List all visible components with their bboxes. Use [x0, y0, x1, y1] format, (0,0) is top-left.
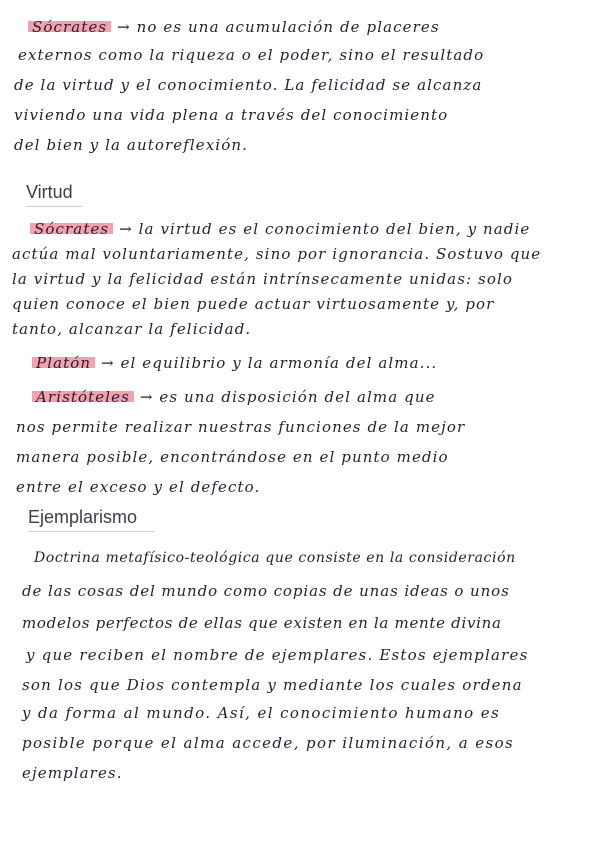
virtud-heading-rule: [26, 206, 82, 207]
intro-text: → no es una acumulación de placeres: [117, 18, 440, 36]
socrates-highlight: Sócrates: [30, 220, 113, 238]
ejemplarismo-line-2: de las cosas del mundo como copias de unas ideas o unos: [22, 582, 510, 600]
virtud-platon-line: [32, 354, 437, 372]
intro-line-5: del bien y la autoreflexión.: [14, 136, 248, 154]
virtud-platon-text: → el equilibrio y la armonía del alma...: [101, 354, 438, 372]
ejemplarismo-line-6: y da forma al mundo. Así, el conocimiento humano es: [22, 704, 501, 722]
virtud-heading-text: Virtud: [26, 182, 73, 202]
virtud-socrates-line-2: actúa mal voluntariamente, sino por ignorancia. Sostuvo que: [12, 245, 542, 263]
ejemplarismo-line-8: ejemplares.: [22, 764, 123, 782]
virtud-heading: [26, 182, 82, 207]
socrates-highlight: Sócrates: [28, 18, 111, 36]
virtud-aristoteles-line-3: manera posible, encontrándose en el punto medio: [16, 448, 449, 466]
ejemplarismo-line-3: modelos perfectos de ellas que existen en la mente divina: [22, 614, 502, 632]
platon-highlight: Platón: [32, 354, 95, 372]
ejemplarismo-line-4: y que reciben el nombre de ejemplares. Estos ejemplares: [26, 646, 529, 664]
intro-line-4: viviendo una vida plena a través del conocimiento: [14, 106, 449, 124]
intro-line-3: de la virtud y el conocimiento. La felicidad se alcanza: [14, 76, 483, 94]
ejemplarismo-line-7: posible porque el alma accede, por iluminación, a esos: [22, 734, 515, 752]
virtud-socrates-text: → la virtud es el conocimiento del bien, y nadie: [119, 220, 531, 238]
ejemplarismo-line-1: Doctrina metafísico-teológica que consiste en la consideración: [34, 550, 516, 566]
virtud-aristoteles-line-4: entre el exceso y el defecto.: [16, 478, 261, 496]
ejemplarismo-line-5: son los que Dios contempla y mediante los cuales ordena: [22, 676, 523, 694]
virtud-socrates-line-1: [30, 220, 530, 238]
intro-line-2: externos como la riqueza o el poder, sino el resultado: [18, 46, 485, 64]
ejemplarismo-heading-text: Ejemplarismo: [28, 507, 138, 527]
aristoteles-highlight: Aristóteles: [32, 388, 134, 406]
ejemplarismo-heading: [28, 507, 154, 532]
virtud-aristoteles-text: → es una disposición del alma que: [139, 388, 436, 406]
ejemplarismo-heading-rule: [28, 531, 154, 532]
intro-line-1: [28, 18, 440, 36]
virtud-socrates-line-5: tanto, alcanzar la felicidad.: [12, 320, 252, 338]
virtud-aristoteles-line-1: [32, 388, 436, 406]
virtud-aristoteles-line-2: nos permite realizar nuestras funciones de la mejor: [16, 418, 466, 436]
virtud-socrates-line-3: la virtud y la felicidad están intrínsecamente unidas: solo: [12, 270, 513, 288]
virtud-socrates-line-4: quien conoce el bien puede actuar virtuosamente y, por: [12, 295, 495, 313]
